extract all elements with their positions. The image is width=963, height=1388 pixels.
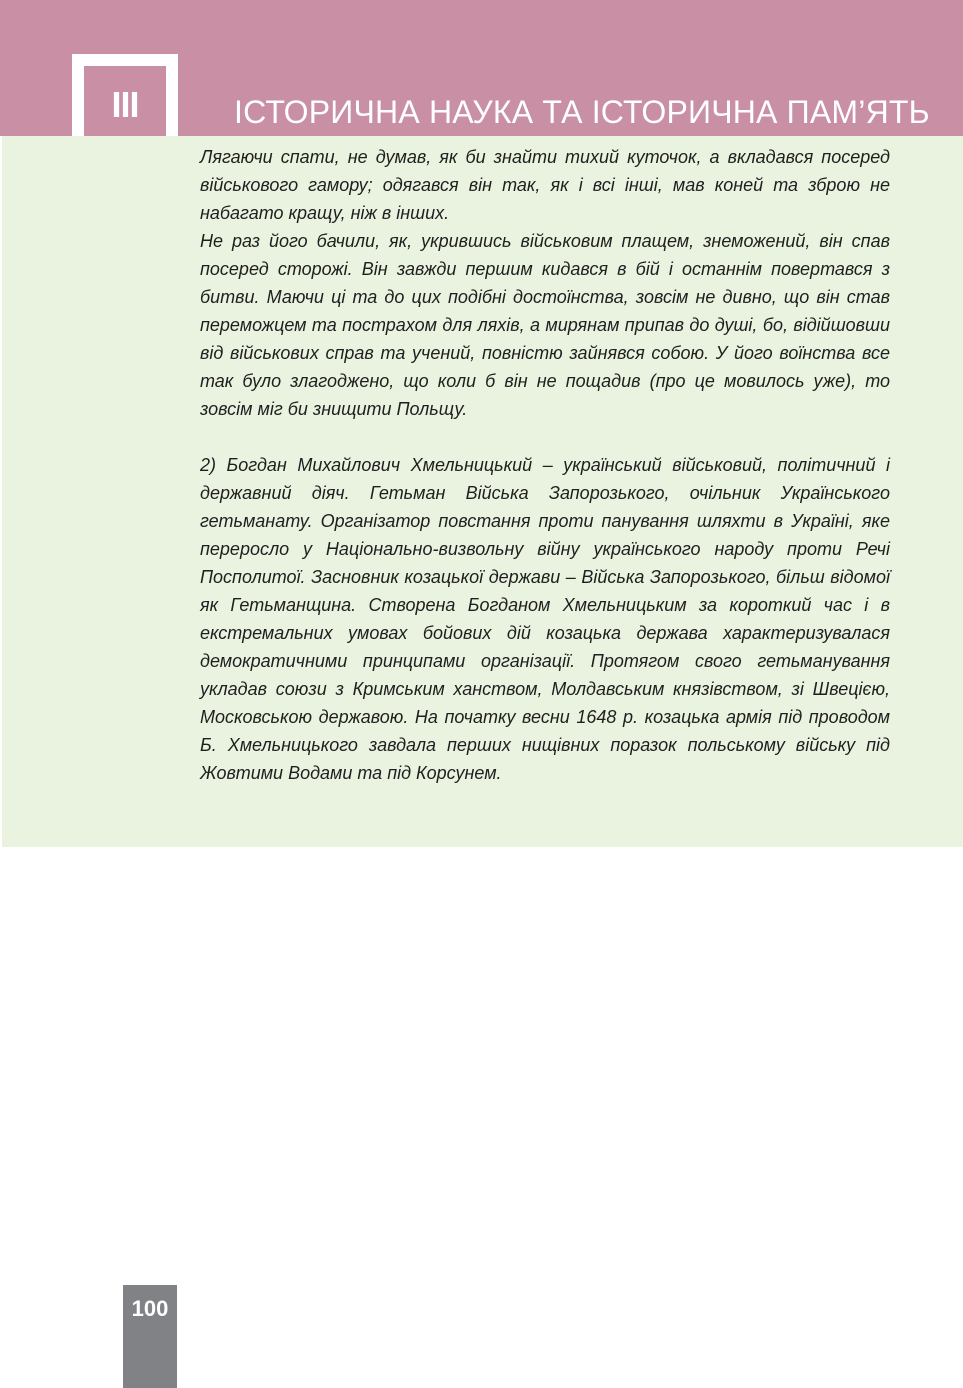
note-paragraph: 2) Богдан Михайлович Хмельницький – український військовий, політичний і державний діяч. Гетьман Війська Запорозького, очільник Українського гетьманату. Організатор повстання проти панування шляхти в Україні, яке переросло у Національно-визвольну війну українського народу проти Речі Посполитої. Засновник козацької держави – Війська Запорозького, більш відомої як Гетьманщина. Створена Богданом Хмельницьким за короткий час і в екстремальних умовах бойових дій козацька держава характеризувалася демократичними принципами організації. Протягом свого гетьманування укладав союзи з Кримським ханством, Молдавським князівством, зі Швецією, Московською державою. На початку весни 1648 р. козацька армія під проводом Б. Хмельницького завдала перших нищівних поразок польському війську під Жовтими Водами та під Корсунем.	[200, 455, 890, 783]
page-number: 100	[131, 1296, 169, 1321]
section-numeral: III	[84, 66, 166, 150]
excerpt-paragraph-2: Не раз його бачили, як, укрившись військовим плащем, знеможений, він спав посеред сторожі. Він завжди першим кидався в бій і останнім повертався з битви. Маючи ці та до цих подібні достоїнства, зовсім не дивно, що він став переможцем та пострахом для ляхів, а мирянам припав до душі, бо, відійшовши від військових справ та учений, повністю зайнявся собою. У його воїнства все так було злагоджено, що коли б він не пощадив (про це мовилось уже), то зовсім міг би знищити Польщу.	[200, 231, 890, 419]
paragraph-spacer	[200, 423, 890, 451]
excerpt-paragraph-1: Лягаючи спати, не думав, як би знайти тихий куточок, а вкладався посеред військового гамору; одягався він так, як і всі інші, мав коней та зброю не набагато кращу, ніж в інших.	[200, 147, 890, 223]
chapter-title: ІСТОРИЧНА НАУКА ТА ІСТОРИЧНА ПАМ’ЯТЬ	[234, 94, 930, 130]
source-excerpt-text	[200, 143, 890, 787]
